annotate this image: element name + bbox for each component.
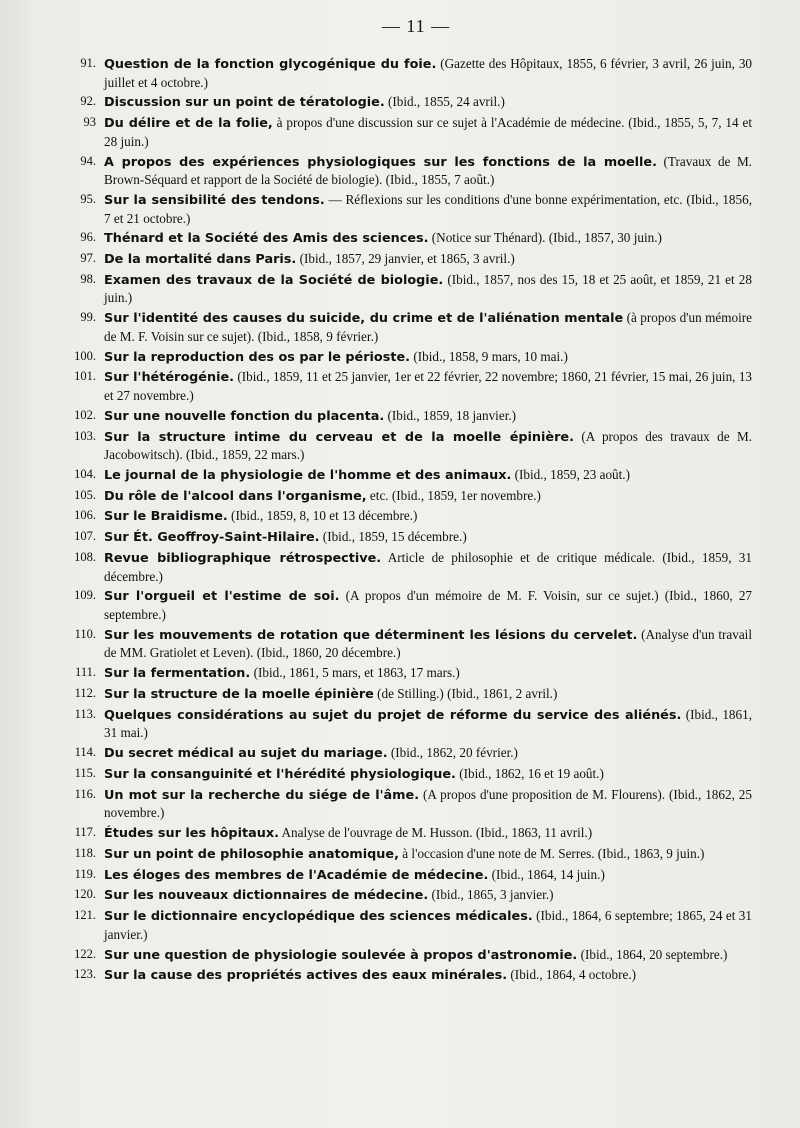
entry-number: 93 <box>83 115 96 130</box>
entry-title: Du délire et de la folie, <box>104 116 273 132</box>
entry-number: 99. <box>80 310 96 325</box>
entry-reference: (Ibid., 1865, 3 janvier.) <box>431 887 554 903</box>
entry-title: Le journal de la physiologie de l'homme et des animaux. <box>104 467 512 483</box>
entry-reference: (Ibid., 1862, 20 février.) <box>390 745 518 761</box>
entry-number: 96. <box>80 230 96 245</box>
entry-number: 115. <box>74 765 96 780</box>
bibliography-entry <box>74 528 752 547</box>
entry-number: 97. <box>80 251 96 266</box>
bibliography-entry <box>80 93 752 112</box>
entry-reference: (Ibid., 1859, 18 janvier.) <box>387 407 517 423</box>
bibliography-list <box>74 55 753 985</box>
entry-reference: (Ibid., 1855, 24 avril.) <box>388 94 505 110</box>
bibliography-entry <box>80 114 752 150</box>
entry-number: 92. <box>80 94 96 109</box>
entry-number: 109. <box>74 588 96 603</box>
bibliography-entry <box>80 271 752 307</box>
entry-reference: (A propos des travaux de M. Jacobowitsch). (Ibid., 1859, 22 mars.) <box>104 428 753 463</box>
entry-reference: (A propos d'une proposition de M. Flourens). (Ibid., 1862, 25 novembre.) <box>104 786 752 821</box>
entry-number: 121. <box>74 908 96 923</box>
entry-reference: (Ibid., 1864, 14 juin.) <box>491 866 605 882</box>
bibliography-entry <box>74 549 752 585</box>
entry-title: Sur la structure de la moelle épinière <box>104 686 374 702</box>
bibliography-entry <box>74 824 752 843</box>
entry-reference: (Gazette des Hôpitaux, 1855, 6 février, 3 avril, 26 juin, 30 juillet et 4 octobre.) <box>104 56 753 90</box>
entry-title: Du secret médical au sujet du mariage. <box>104 746 388 762</box>
bibliography-entry <box>80 153 752 189</box>
bibliography-entry <box>80 229 752 248</box>
entry-number: 113. <box>74 706 96 721</box>
entry-title: Sur les nouveaux dictionnaires de médecine. <box>104 888 429 904</box>
entry-number: 110. <box>74 626 96 641</box>
entry-title: Sur l'identité des causes du suicide, du crime et de l'aliénation mentale <box>104 311 624 327</box>
entry-number: 104. <box>74 466 96 481</box>
entry-title: Sur la fermentation. <box>104 666 251 682</box>
entry-reference: Article de philosophie et de critique médicale. (Ibid., 1859, 31 décembre.) <box>104 550 752 584</box>
entry-number: 106. <box>74 508 96 523</box>
entry-reference: (de Stilling.) (Ibid., 1861, 2 avril.) <box>377 685 558 701</box>
bibliography-entry <box>74 966 752 985</box>
bibliography-entry <box>74 348 752 367</box>
bibliography-entry <box>74 407 752 426</box>
entry-title: Sur le Braidisme. <box>104 509 228 525</box>
entry-title: Études sur les hôpitaux. <box>104 826 279 842</box>
bibliography-entry <box>74 946 752 965</box>
bibliography-entry <box>80 191 752 227</box>
entry-title: Sur Ét. Geoffroy-Saint-Hilaire. <box>104 530 320 546</box>
entry-title: Sur la consanguinité et l'hérédité physiologique. <box>104 766 456 782</box>
page-number: — 11 — <box>381 16 451 36</box>
entry-reference: (à propos d'un mémoire de M. F. Voisin sur ce sujet). (Ibid., 1858, 9 février.) <box>104 310 753 344</box>
entry-number: 118. <box>74 845 96 860</box>
entry-title: Sur la cause des propriétés actives des eaux minérales. <box>104 968 508 984</box>
entry-title: Sur une question de physiologie soulevée à propos d'astronomie. <box>104 947 578 963</box>
entry-reference: (Ibid., 1859, 8, 10 et 13 décembre.) <box>231 508 418 524</box>
entry-number: 94. <box>80 153 96 168</box>
bibliography-entry <box>74 907 752 943</box>
entry-title: Sur une nouvelle fonction du placenta. <box>104 408 385 424</box>
entry-reference: (Ibid., 1864, 6 septembre; 1865, 24 et 31 janvier.) <box>104 908 752 942</box>
entry-reference: — Réflexions sur les conditions d'une bonne expérimentation, etc. (Ibid., 1856, 7 et 21 octobre.) <box>104 191 752 226</box>
entry-number: 102. <box>74 407 96 422</box>
entry-number: 111. <box>75 665 96 680</box>
entry-reference: (Ibid., 1864, 4 octobre.) <box>510 967 637 983</box>
entry-title: A propos des expériences physiologiques sur les fonctions de la moelle. <box>104 154 657 170</box>
entry-number: 114. <box>74 745 96 760</box>
entry-number: 123. <box>74 967 96 982</box>
entry-number: 103. <box>74 428 96 443</box>
bibliography-entry <box>75 664 752 683</box>
entry-number: 108. <box>74 550 96 565</box>
entry-reference: Analyse de l'ouvrage de M. Husson. (Ibid., 1863, 11 avril.) <box>281 825 593 841</box>
entry-title: Du rôle de l'alcool dans l'organisme, <box>104 488 367 504</box>
entry-number: 122. <box>74 946 96 961</box>
bibliography-entry <box>74 845 752 864</box>
bibliography-entry <box>80 309 752 345</box>
bibliography-entry <box>74 507 752 526</box>
bibliography-entry <box>74 587 753 623</box>
entry-number: 105. <box>74 487 96 502</box>
entry-number: 120. <box>74 887 96 902</box>
bibliography-entry <box>74 706 752 742</box>
entry-title: Sur la sensibilité des tendons. <box>104 192 325 208</box>
entry-title: Discussion sur un point de tératologie. <box>104 95 385 111</box>
entry-title: Sur l'hétérogénie. <box>104 370 235 386</box>
entry-title: Question de la fonction glycogénique du foie. <box>104 57 437 72</box>
entry-title: Sur la structure intime du cerveau et de la moelle épinière. <box>104 429 574 445</box>
bibliography-entry <box>74 765 752 784</box>
entry-title: De la mortalité dans Paris. <box>104 252 297 268</box>
entry-reference: (Ibid., 1859, 15 décembre.) <box>322 529 467 545</box>
bibliography-entry <box>80 250 752 269</box>
entry-number: 112. <box>74 685 96 700</box>
bibliography-entry <box>74 466 752 485</box>
entry-reference: etc. (Ibid., 1859, 1er novembre.) <box>369 487 541 503</box>
bibliography-entry <box>74 786 752 822</box>
entry-reference: (Ibid., 1861, 31 mai.) <box>104 706 752 741</box>
entry-number: 117. <box>74 825 96 840</box>
bibliography-entry <box>74 886 752 905</box>
bibliography-entry <box>74 744 752 763</box>
entry-number: 95. <box>80 191 96 206</box>
entry-title: Les éloges des membres de l'Académie de médecine. <box>104 867 489 883</box>
entry-title: Un mot sur la recherche du siége de l'âme. <box>104 787 420 803</box>
entry-reference: (Notice sur Thénard). (Ibid., 1857, 30 juin.) <box>431 230 662 246</box>
entry-reference: (Ibid., 1857, nos des 15, 18 et 25 août, et 1859, 21 et 28 juin.) <box>104 271 752 306</box>
entry-reference: (Ibid., 1859, 11 et 25 janvier, 1er et 22 février, 22 novembre; 1860, 21 février, 15 mai, 26 juin, 13 et 27 novembre.) <box>104 369 753 403</box>
entry-reference: (A propos d'un mémoire de M. F. Voisin, sur ce sujet.) (Ibid., 1860, 27 septembre.) <box>104 588 753 622</box>
entry-title: Sur un point de philosophie anatomique, <box>104 846 399 862</box>
entry-number: 107. <box>74 529 96 544</box>
entry-reference: (Ibid., 1861, 5 mars, et 1863, 17 mars.) <box>253 665 460 681</box>
entry-title: Sur l'orgueil et l'estime de soi. <box>104 589 340 605</box>
entry-reference: (Ibid., 1858, 9 mars, 10 mai.) <box>413 348 568 364</box>
bibliography-entry <box>80 55 752 91</box>
entry-title: Quelques considérations au sujet du projet de réforme du service des aliénés. <box>104 707 682 723</box>
entry-title: Sur les mouvements de rotation que déterminent les lésions du cervelet. <box>104 627 638 643</box>
entry-title: Examen des travaux de la Société de biologie. <box>104 272 444 288</box>
bibliography-entry <box>74 685 752 704</box>
entry-reference: (Ibid., 1862, 16 et 19 août.) <box>459 765 604 781</box>
entry-number: 100. <box>74 348 96 363</box>
entry-title: Sur la reproduction des os par le périoste. <box>104 349 411 365</box>
entry-reference: (Analyse d'un travail de MM. Gratiolet et Leven). (Ibid., 1860, 20 décembre.) <box>104 626 753 661</box>
entry-reference: (Travaux de M. Brown-Séquard et rapport de la Société de biologie). (Ibid., 1855, 7 août.) <box>104 153 752 188</box>
entry-number: 98. <box>80 271 96 286</box>
entry-title: Revue bibliographique rétrospective. <box>104 551 382 567</box>
bibliography-entry <box>74 428 753 464</box>
bibliography-entry <box>74 626 753 662</box>
entry-number: 101. <box>74 369 96 384</box>
entry-reference: à propos d'une discussion sur ce sujet à l'Académie de médecine. (Ibid., 1855, 5, 7, 14 et 28 juin.) <box>104 115 752 149</box>
bibliography-entry <box>74 866 752 885</box>
bibliography-entry <box>74 487 752 506</box>
entry-number: 91. <box>80 56 96 70</box>
bibliography-entry <box>74 368 753 404</box>
entry-number: 119. <box>74 866 96 881</box>
entry-reference: (Ibid., 1857, 29 janvier, et 1865, 3 avril.) <box>299 251 515 267</box>
entry-reference: à l'occasion d'une note de M. Serres. (Ibid., 1863, 9 juin.) <box>402 845 705 861</box>
entry-title: Thénard et la Société des Amis des sciences. <box>104 231 429 247</box>
entry-title: Sur le dictionnaire encyclopédique des sciences médicales. <box>104 909 533 925</box>
entry-reference: (Ibid., 1859, 23 août.) <box>514 466 630 482</box>
entry-reference: (Ibid., 1864, 20 septembre.) <box>580 946 728 962</box>
entry-number: 116. <box>74 786 96 801</box>
